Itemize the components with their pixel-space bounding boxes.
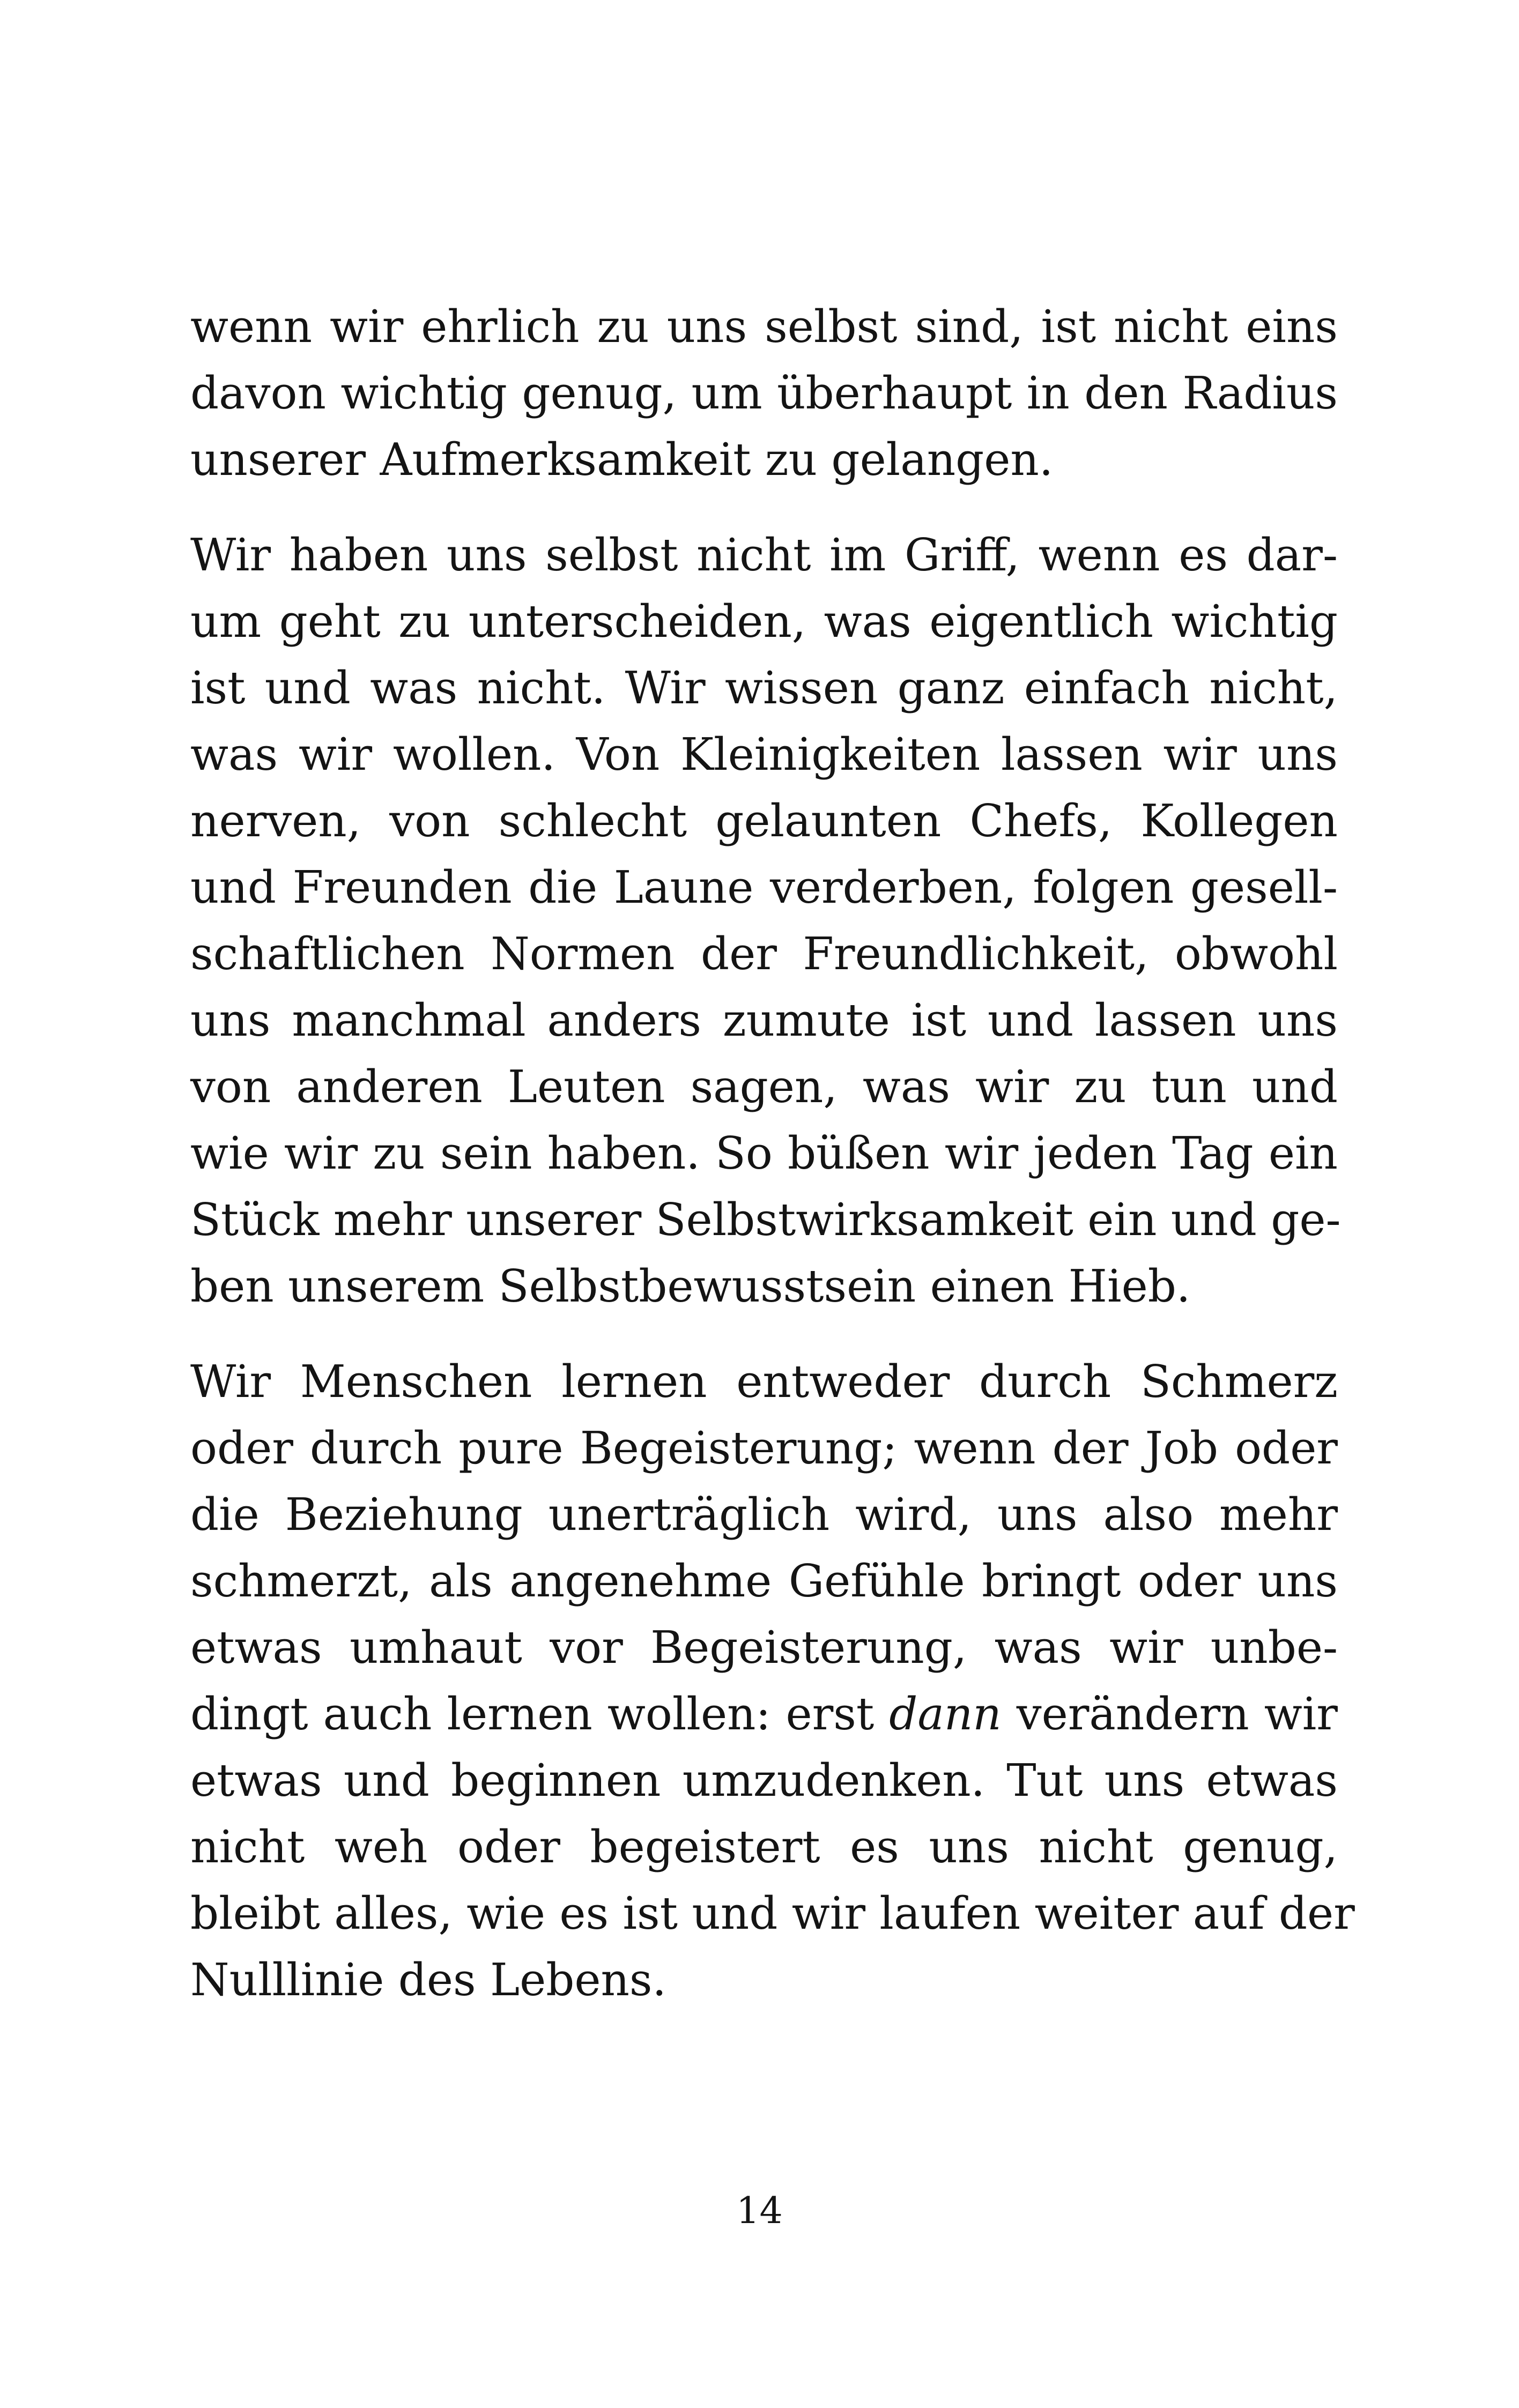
text-line: bleibt alles, wie es ist und wir laufen weiter auf der [190, 1887, 1355, 1939]
text-line: etwas umhaut vor Begeisterung, was wir unbe- [190, 1622, 1338, 1674]
text-line: unserer Aufmerksamkeit zu gelangen. [190, 434, 1054, 486]
text-line: Wir Menschen lernen entweder durch Schmerz [190, 1356, 1338, 1408]
text-line: ben unserem Selbstbewusstsein einen Hieb. [190, 1260, 1191, 1312]
text-line: ist und was nicht. Wir wissen ganz einfach nicht, [190, 662, 1338, 714]
text-line: schmerzt, als angenehme Gefühle bringt oder uns [190, 1555, 1338, 1607]
text-line: nerven, von schlecht gelaunten Chefs, Kollegen [190, 795, 1338, 847]
paragraph [190, 1349, 1355, 2013]
text-line: Stück mehr unserer Selbstwirksamkeit ein und ge- [190, 1194, 1341, 1246]
page-number: 14 [736, 2190, 783, 2232]
text-line: uns manchmal anders zumute ist und lassen uns [190, 994, 1338, 1046]
text-line: die Beziehung unerträglich wird, uns also mehr [190, 1489, 1338, 1541]
text-line-segment: dingt auch lernen wollen: erst [190, 1688, 890, 1740]
text-line [190, 1681, 1338, 1748]
body-text [190, 294, 1355, 2042]
text-line: und Freunden die Laune verderben, folgen gesell- [190, 861, 1338, 913]
text-line: schaftlichen Normen der Freundlichkeit, obwohl [190, 928, 1338, 980]
text-line: von anderen Leuten sagen, was wir zu tun und [190, 1061, 1338, 1113]
text-line: etwas und beginnen umzudenken. Tut uns etwas [190, 1755, 1338, 1807]
text-line-segment: verändern wir [1001, 1688, 1338, 1740]
text-line: davon wichtig genug, um überhaupt in den Radius [190, 367, 1338, 419]
text-line: was wir wollen. Von Kleinigkeiten lassen wir uns [190, 729, 1338, 781]
text-line: nicht weh oder begeistert es uns nicht genug, [190, 1821, 1338, 1873]
text-line: wenn wir ehrlich zu uns selbst sind, ist nicht eins [190, 301, 1338, 353]
text-line: Nulllinie des Lebens. [190, 1954, 666, 2006]
text-line: um geht zu unterscheiden, was eigentlich wichtig [190, 596, 1338, 648]
paragraph [190, 294, 1338, 493]
text-line: Wir haben uns selbst nicht im Griff, wenn es dar- [190, 529, 1338, 581]
emphasized-word: dann [889, 1688, 1002, 1740]
text-line: wie wir zu sein haben. So büßen wir jeden Tag ein [190, 1127, 1338, 1179]
paragraph [190, 522, 1341, 1320]
text-line: oder durch pure Begeisterung; wenn der Job oder [190, 1422, 1338, 1474]
